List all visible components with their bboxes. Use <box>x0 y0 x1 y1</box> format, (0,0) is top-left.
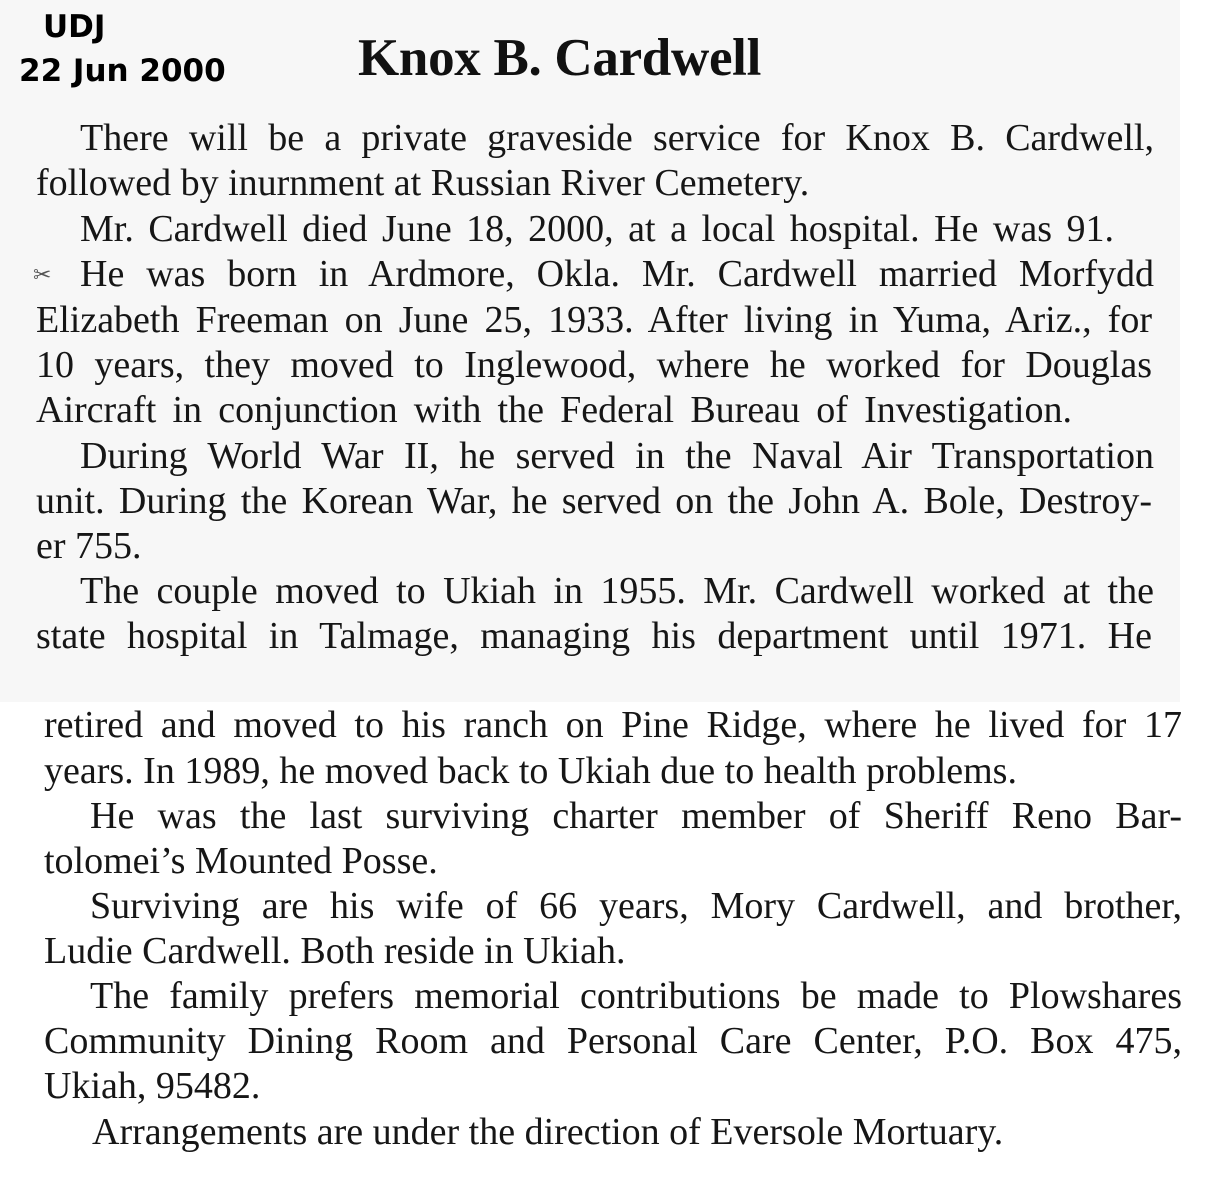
text-line: unit. During the Korean War, he served on the John A. Bole, Destroy- <box>36 480 1152 522</box>
text-line: He was the last surviving charter member of Sheriff Reno Bar- <box>90 795 1182 837</box>
text-line: Community Dining Room and Personal Care Center, P.O. Box 475, <box>44 1020 1182 1062</box>
text-line: During World War II, he served in the Naval Air Transportation <box>80 435 1154 477</box>
date-note: 22 Jun 2000 <box>19 53 226 89</box>
text-line: Ukiah, 95482. <box>44 1065 261 1107</box>
text-line: Elizabeth Freeman on June 25, 1933. After living in Yuma, Ariz., for <box>36 299 1152 341</box>
source-note: UDJ <box>43 9 106 45</box>
text-line: The family prefers memorial contributions be made to Plowshares <box>90 975 1182 1017</box>
text-line: Ludie Cardwell. Both reside in Ukiah. <box>44 930 626 972</box>
scan-mark: ✂ <box>33 263 52 288</box>
headline: Knox B. Cardwell <box>358 29 762 87</box>
text-line: state hospital in Talmage, managing his department until 1971. He <box>36 615 1152 657</box>
text-line: tolomei’s Mounted Posse. <box>44 840 438 882</box>
text-line: followed by inurnment at Russian River Cemetery. <box>36 162 810 204</box>
text-line: Aircraft in conjunction with the Federal Bureau of Investigation. <box>36 389 1072 431</box>
text-line: Mr. Cardwell died June 18, 2000, at a local hospital. He was 91. <box>80 208 1114 250</box>
text-line: retired and moved to his ranch on Pine Ridge, where he lived for 17 <box>44 704 1182 746</box>
text-line: years. In 1989, he moved back to Ukiah due to health problems. <box>44 750 1017 792</box>
text-line: Arrangements are under the direction of Eversole Mortuary. <box>92 1111 1004 1153</box>
text-line: There will be a private graveside service for Knox B. Cardwell, <box>80 117 1154 159</box>
text-line: er 755. <box>36 525 142 567</box>
text-line: 10 years, they moved to Inglewood, where he worked for Douglas <box>36 344 1152 386</box>
text-line: The couple moved to Ukiah in 1955. Mr. Cardwell worked at the <box>80 570 1154 612</box>
text-line: He was born in Ardmore, Okla. Mr. Cardwell married Morfydd <box>80 253 1154 295</box>
text-line: Surviving are his wife of 66 years, Mory Cardwell, and brother, <box>90 885 1182 927</box>
